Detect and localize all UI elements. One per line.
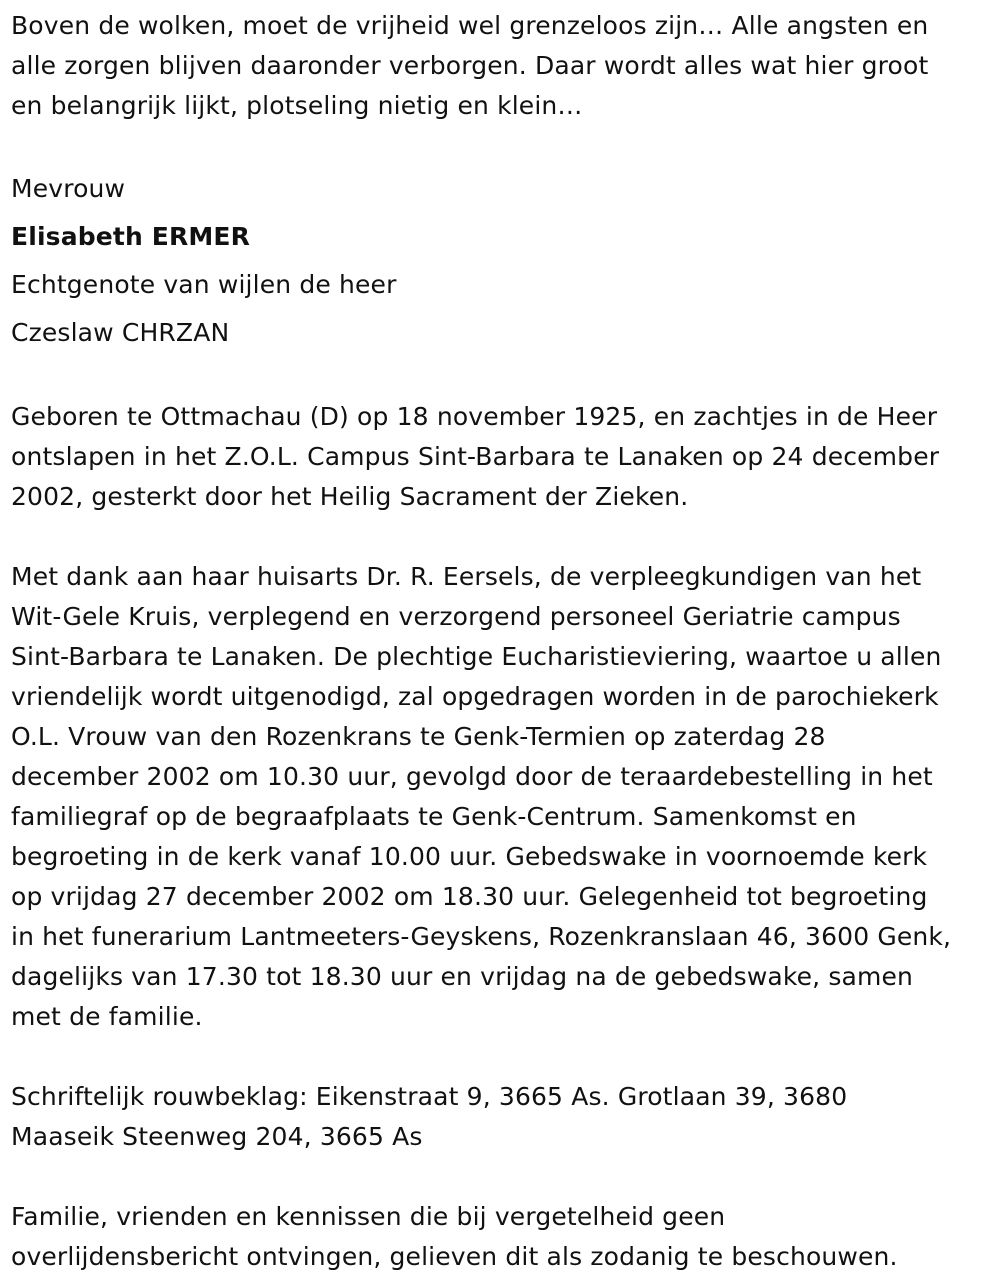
thanks-ceremony-paragraph	[11, 557, 990, 1037]
ceremony-line: met de familie.	[11, 1002, 203, 1031]
birth-death-line: Geboren te Ottmachau (D) op 18 november 1925, en zachtjes in de Heer	[11, 402, 938, 431]
poem-line: en belangrijk lijkt, plotseling nietig en klein…	[11, 91, 583, 120]
ceremony-line: Sint-Barbara te Lanaken. De plechtige Eucharistieviering, waartoe u allen	[11, 642, 942, 671]
ceremony-line: O.L. Vrouw van den Rozenkrans te Genk-Termien op zaterdag 28	[11, 722, 826, 751]
ceremony-line: begroeting in de kerk vanaf 10.00 uur. Gebedswake in voornoemde kerk	[11, 842, 928, 871]
ceremony-line: in het funerarium Lantmeeters-Geyskens, Rozenkranslaan 46, 3600 Genk,	[11, 922, 952, 951]
ceremony-line: familiegraf op de begraafplaats te Genk-Centrum. Samenkomst en	[11, 802, 857, 831]
spouse-name: Czeslaw CHRZAN	[11, 318, 230, 347]
birth-death-line: 2002, gesterkt door het Heilig Sacrament der Zieken.	[11, 482, 689, 511]
ceremony-line: vriendelijk wordt uitgenodigd, zal opgedragen worden in de parochiekerk	[11, 682, 939, 711]
deceased-relation: Echtgenote van wijlen de heer	[11, 270, 397, 299]
condolences-paragraph	[11, 1077, 990, 1157]
ceremony-line: op vrijdag 27 december 2002 om 18.30 uur. Gelegenheid tot begroeting	[11, 882, 928, 911]
poem-paragraph	[11, 6, 990, 126]
notice-paragraph	[11, 1197, 990, 1277]
ceremony-line: dagelijks van 17.30 tot 18.30 uur en vrijdag na de gebedswake, samen	[11, 962, 914, 991]
ceremony-line: december 2002 om 10.30 uur, gevolgd door de teraardebestelling in het	[11, 762, 933, 791]
ceremony-line: Met dank aan haar huisarts Dr. R. Eersels, de verpleegkundigen van het	[11, 562, 922, 591]
poem-line: alle zorgen blijven daaronder verborgen. Daar wordt alles wat hier groot	[11, 51, 929, 80]
deceased-block	[11, 165, 990, 357]
notice-line: overlijdensbericht ontvingen, gelieven dit als zodanig te beschouwen.	[11, 1242, 898, 1271]
notice-line: Familie, vrienden en kennissen die bij vergetelheid geen	[11, 1202, 726, 1231]
deceased-name: Elisabeth ERMER	[11, 222, 251, 251]
poem-line: Boven de wolken, moet de vrijheid wel grenzeloos zijn… Alle angsten en	[11, 11, 929, 40]
deceased-title: Mevrouw	[11, 174, 126, 203]
birth-death-line: ontslapen in het Z.O.L. Campus Sint-Barbara te Lanaken op 24 december	[11, 442, 940, 471]
condolences-line: Maaseik Steenweg 204, 3665 As	[11, 1122, 423, 1151]
birth-death-paragraph	[11, 397, 990, 517]
ceremony-line: Wit-Gele Kruis, verplegend en verzorgend personeel Geriatrie campus	[11, 602, 901, 631]
condolences-line: Schriftelijk rouwbeklag: Eikenstraat 9, 3665 As. Grotlaan 39, 3680	[11, 1082, 848, 1111]
